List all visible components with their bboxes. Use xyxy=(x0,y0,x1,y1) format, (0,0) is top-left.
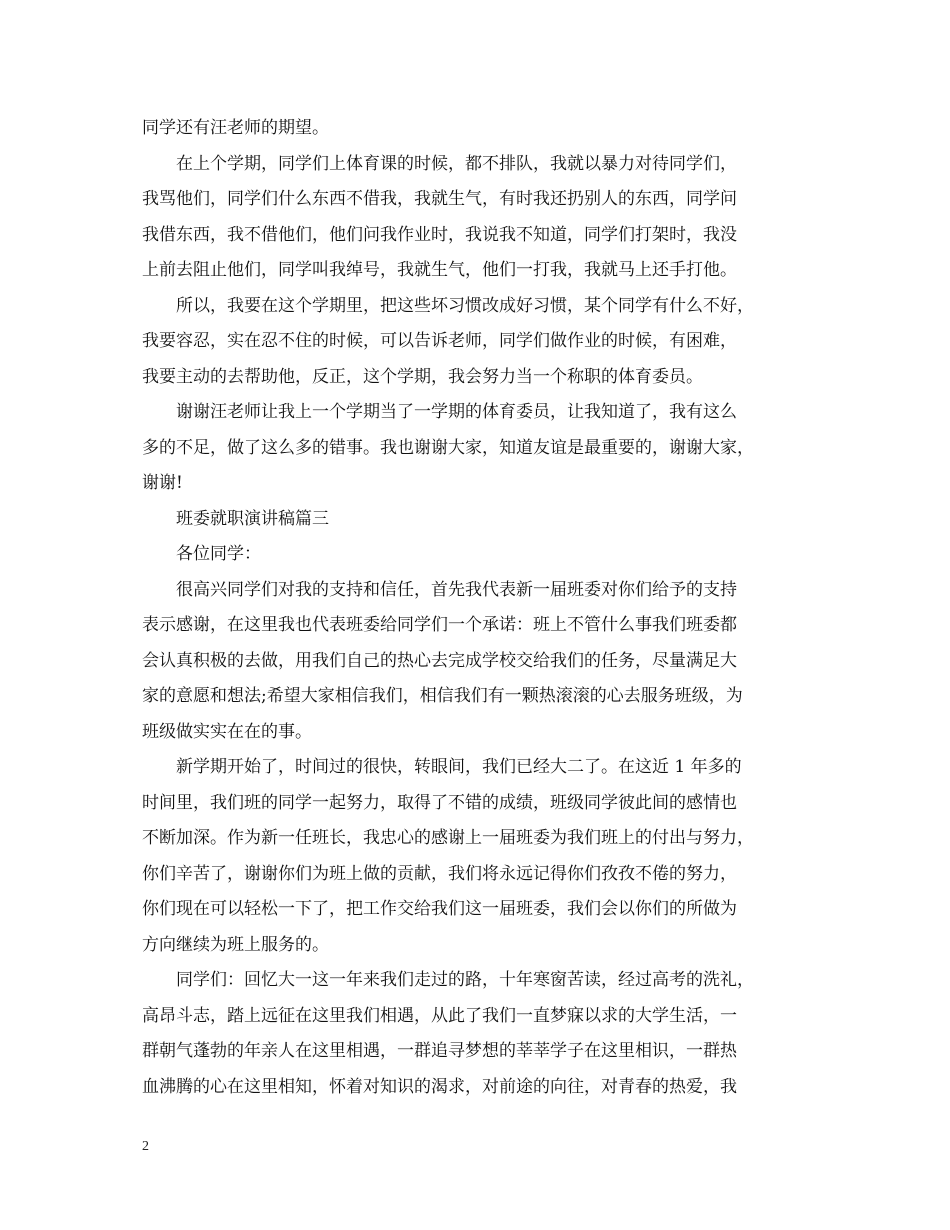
text-line: 不断加深。作为新一任班长，我忠心的感谢上一届班委为我们班上的付出与努力， xyxy=(142,828,754,848)
text-line: 谢谢汪老师让我上一个学期当了一学期的体育委员，让我知道了，我有这么 xyxy=(176,402,737,422)
text-line: 会认真积极的去做，用我们自己的热心去完成学校交给我们的任务，尽量满足大 xyxy=(142,650,737,671)
text-line: 各位同学： xyxy=(176,544,261,564)
text-line: 班委就职演讲稿篇三 xyxy=(176,508,329,529)
page-number: 2 xyxy=(142,1139,149,1154)
text-line: 多的不足，做了这么多的错事。我也谢谢大家，知道友谊是最重要的，谢谢大家， xyxy=(142,437,754,458)
text-line: 很高兴同学们对我的支持和信任，首先我代表新一届班委对你们给予的支持 xyxy=(176,579,737,600)
text-line: 血沸腾的心在这里相知，怀着对知识的渴求，对前途的向往，对青春的热爱，我 xyxy=(142,1076,737,1097)
text-line: 谢谢! xyxy=(142,473,183,493)
text-line: 我借东西，我不借他们，他们问我作业时，我说我不知道，同学们打架时，我没 xyxy=(142,224,737,245)
text-line: 班级做实实在在的事。 xyxy=(142,721,312,742)
text-line: 我要主动的去帮助他，反正，这个学期，我会努力当一个称职的体育委员。 xyxy=(142,366,703,387)
document-body xyxy=(142,111,807,1105)
text-line: 高昂斗志，踏上远征在这里我们相遇，从此了我们一直梦寐以求的大学生活，一 xyxy=(142,1005,737,1026)
text-line: 在上个学期，同学们上体育课的时候，都不排队，我就以暴力对待同学们， xyxy=(176,153,737,174)
text-line: 你们现在可以轻松一下了，把工作交给我们这一届班委，我们会以你们的所做为 xyxy=(142,899,737,919)
text-line: 群朝气蓬勃的年亲人在这里相遇，一群追寻梦想的莘莘学子在这里相识，一群热 xyxy=(142,1041,737,1061)
text-line: 所以，我要在这个学期里，把这些坏习惯改成好习惯，某个同学有什么不好， xyxy=(176,295,754,316)
text-line: 新学期开始了，时间过的很快，转眼间，我们已经大二了。在这近 1 年多的 xyxy=(176,757,742,777)
text-line: 家的意愿和想法;希望大家相信我们，相信我们有一颗热滚滚的心去服务班级，为 xyxy=(142,686,743,706)
text-line: 方向继续为班上服务的。 xyxy=(142,934,329,955)
text-line: 表示感谢，在这里我也代表班委给同学们一个承诺：班上不管什么事我们班委都 xyxy=(142,615,737,635)
text-line: 时间里，我们班的同学一起努力，取得了不错的成绩，班级同学彼此间的感情也 xyxy=(142,792,737,813)
text-line: 我骂他们，同学们什么东西不借我，我就生气，有时我还扔别人的东西，同学问 xyxy=(142,189,737,209)
text-line: 上前去阻止他们，同学叫我绰号，我就生气，他们一打我，我就马上还手打他。 xyxy=(142,260,737,280)
text-line: 同学还有汪老师的期望。 xyxy=(142,118,329,138)
text-line: 同学们：回忆大一这一年来我们走过的路，十年寒窗苦读，经过高考的洗礼， xyxy=(176,970,754,990)
text-line: 你们辛苦了，谢谢你们为班上做的贡献，我们将永远记得你们孜孜不倦的努力， xyxy=(142,863,737,884)
text-line: 我要容忍，实在忍不住的时候，可以告诉老师，同学们做作业的时候，有困难， xyxy=(142,331,737,351)
